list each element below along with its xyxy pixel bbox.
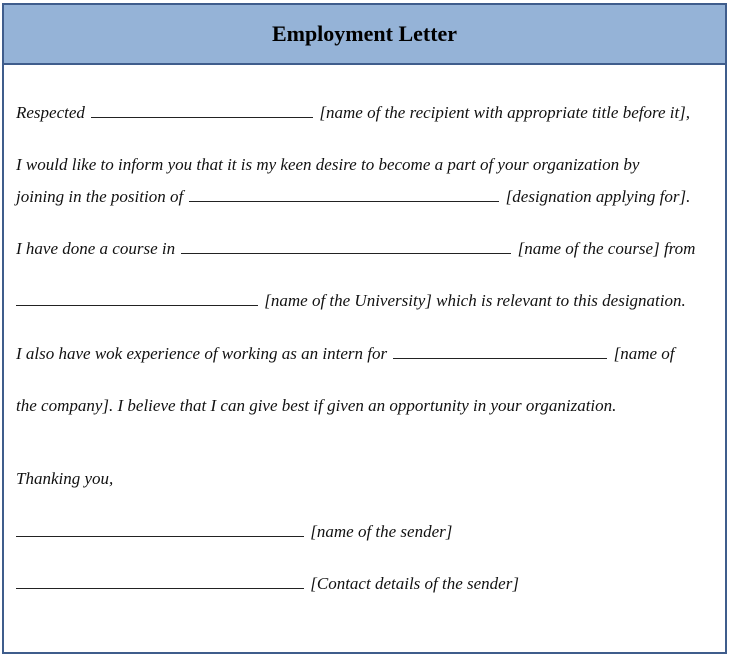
contact-blank [16, 574, 304, 589]
position-prefix: joining in the position of [16, 187, 184, 206]
sender-blank [16, 522, 304, 537]
salutation-prefix: Respected [16, 103, 85, 122]
para3-line1 [16, 344, 675, 364]
course-blank [181, 239, 511, 254]
company-hint: [name of [613, 344, 675, 363]
recipient-hint: [name of the recipient with appropriate title before it], [319, 103, 691, 122]
contact-line [16, 574, 519, 594]
salutation-line [16, 103, 690, 123]
para1-line2 [16, 187, 690, 207]
course-prefix: I have done a course in [16, 239, 176, 258]
sender-line [16, 522, 452, 542]
course-hint: [name of the course] from [517, 239, 696, 258]
designation-blank [189, 187, 499, 202]
closing-line: Thanking you, [16, 469, 114, 488]
contact-hint: [Contact details of the sender] [310, 574, 519, 593]
recipient-blank [91, 103, 313, 118]
para1-line1: I would like to inform you that it is my keen desire to become a part of your organization by [16, 155, 640, 174]
designation-hint: [designation applying for]. [505, 187, 691, 206]
para2-line2 [16, 291, 686, 311]
para3-line2: the company]. I believe that I can give best if given an opportunity in your organization. [16, 396, 617, 415]
intern-prefix: I also have wok experience of working as an intern for [16, 344, 388, 363]
university-hint: [name of the University] which is relevant to this designation. [264, 291, 686, 310]
company-blank [393, 344, 607, 359]
para2-line1 [16, 239, 695, 259]
letter-frame [2, 3, 727, 654]
sender-hint: [name of the sender] [310, 522, 453, 541]
letter-title: Employment Letter [4, 5, 725, 65]
university-blank [16, 291, 258, 306]
